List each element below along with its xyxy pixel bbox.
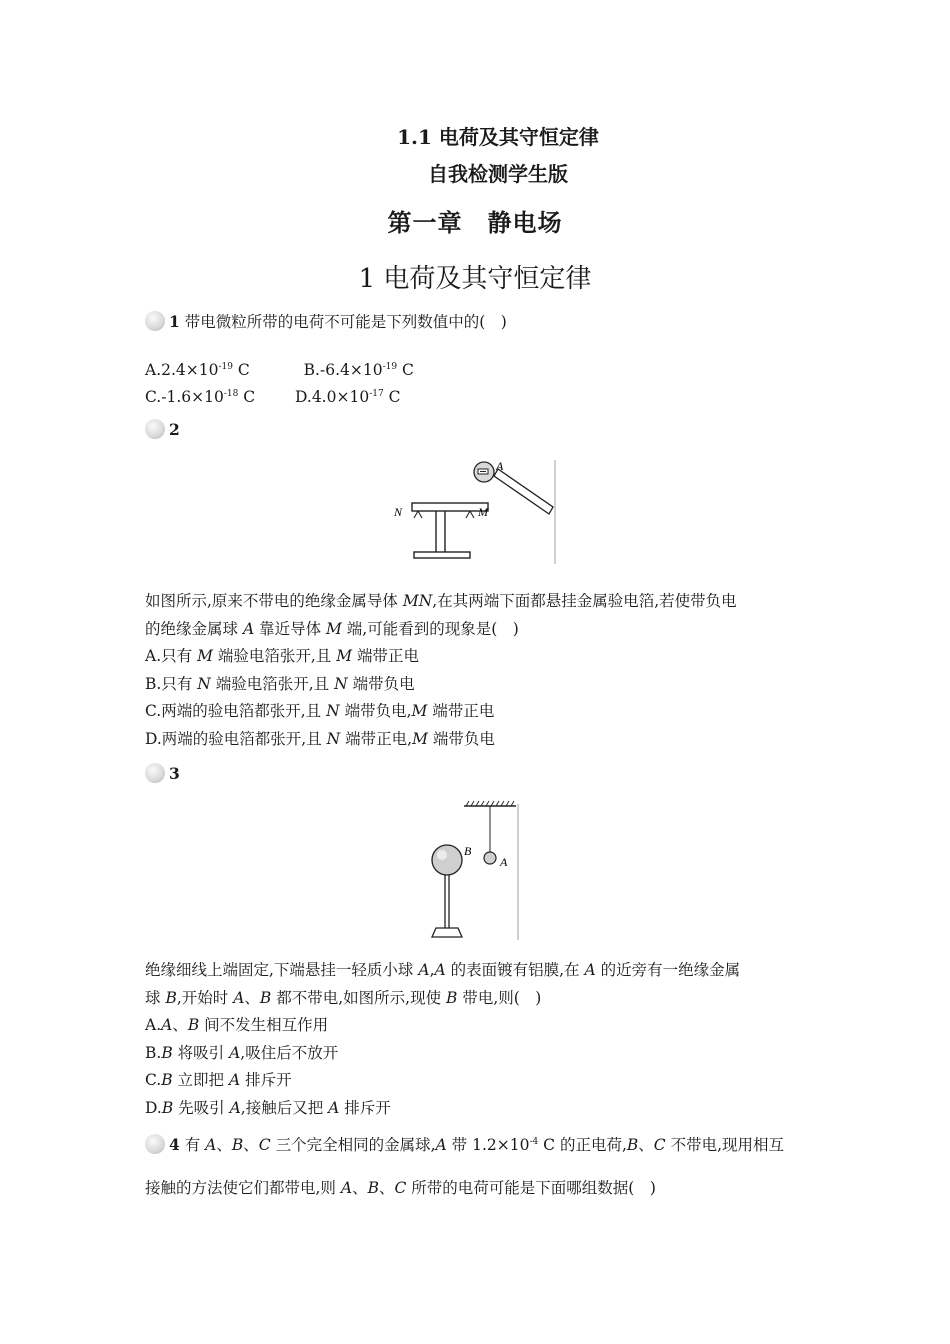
question-badge-icon [145, 763, 165, 783]
q1-options-row1 [145, 357, 414, 380]
question-badge-icon [145, 311, 165, 331]
q3-stem-line1: 绝缘细线上端固定,下端悬挂一轻质小球 A,A 的表面镀有铝膜,在 A 的近旁有一绝缘金属 [145, 961, 741, 979]
q2-label-a: A [496, 459, 504, 473]
q4-number: 4 [169, 1135, 180, 1154]
q2-option-d: D.两端的验电箔都张开,且 N 端带正电,M 端带负电 [145, 730, 495, 748]
q2-label-m: M [478, 505, 488, 519]
q3-stem-line2: 球 B,开始时 A、B 都不带电,如图所示,现使 B 带电,则( ) [145, 989, 542, 1007]
q2-stem-line1: 如图所示,原来不带电的绝缘金属导体 MN,在其两端下面都悬挂金属验电箔,若使带负电 [145, 592, 737, 610]
q3-option-b: B.B 将吸引 A,吸住后不放开 [145, 1044, 339, 1062]
q1-option-a: $A.2.4\times 10^{-19}$ C [145, 361, 250, 379]
section-heading: 1 电荷及其守恒定律 [358, 264, 592, 294]
page-subtitle: 自我检测学生版 [428, 162, 568, 186]
q1-stem [145, 311, 507, 332]
q1-option-d: $D.4.0\times 10^{-17}$ C [295, 388, 401, 406]
q3-label-b: B [464, 844, 472, 858]
q3-figure-pendulum [424, 800, 524, 942]
q3-option-d: D.B 先吸引 A,接触后又把 A 排斥开 [145, 1099, 391, 1117]
q3-number: 3 [169, 764, 180, 783]
q2-label-n: N [394, 505, 403, 519]
page-title: 1.1 电荷及其守恒定律 [397, 125, 599, 149]
q2-option-c: C.两端的验电箔都张开,且 N 端带负电,M 端带正电 [145, 702, 495, 720]
q4-stem-line1: 4 有 A、B、C 三个完全相同的金属球,A 带 $1.2\times 10^{-4}$ C 的正电荷,B、C 不带电,现用相互 [145, 1132, 784, 1155]
q1-option-b: $B.-6.4\times 10^{-19}$ C [303, 361, 414, 379]
q3-option-a: A.A、B 间不发生相互作用 [145, 1016, 329, 1034]
q3-label-a: A [500, 855, 508, 869]
q2-heading [145, 419, 180, 440]
q2-option-b: B.只有 N 端验电箔张开,且 N 端带负电 [145, 675, 415, 693]
q1-number: 1 [169, 312, 180, 331]
q2-figure-conductor [390, 458, 560, 566]
q2-stem-line2: 的绝缘金属球 A 靠近导体 M 端,可能看到的现象是( ) [145, 620, 519, 638]
q2-option-a: A.只有 M 端验电箔张开,且 M 端带正电 [145, 647, 420, 665]
q2-number: 2 [169, 420, 180, 439]
chapter-heading: 第一章 静电场 [387, 208, 563, 237]
question-badge-icon [145, 1134, 165, 1154]
q1-options-row2 [145, 384, 400, 407]
q1-text: 带电微粒所带的电荷不可能是下列数值中的( ) [184, 313, 507, 331]
question-badge-icon [145, 419, 165, 439]
q3-option-c: C.B 立即把 A 排斥开 [145, 1071, 292, 1089]
q3-heading [145, 763, 180, 784]
q1-option-c: $C.-1.6\times 10^{-18}$ C [145, 388, 256, 406]
q4-stem-line2: 接触的方法使它们都带电,则 A、B、C 所带的电荷可能是下面哪组数据( ) [145, 1179, 656, 1197]
